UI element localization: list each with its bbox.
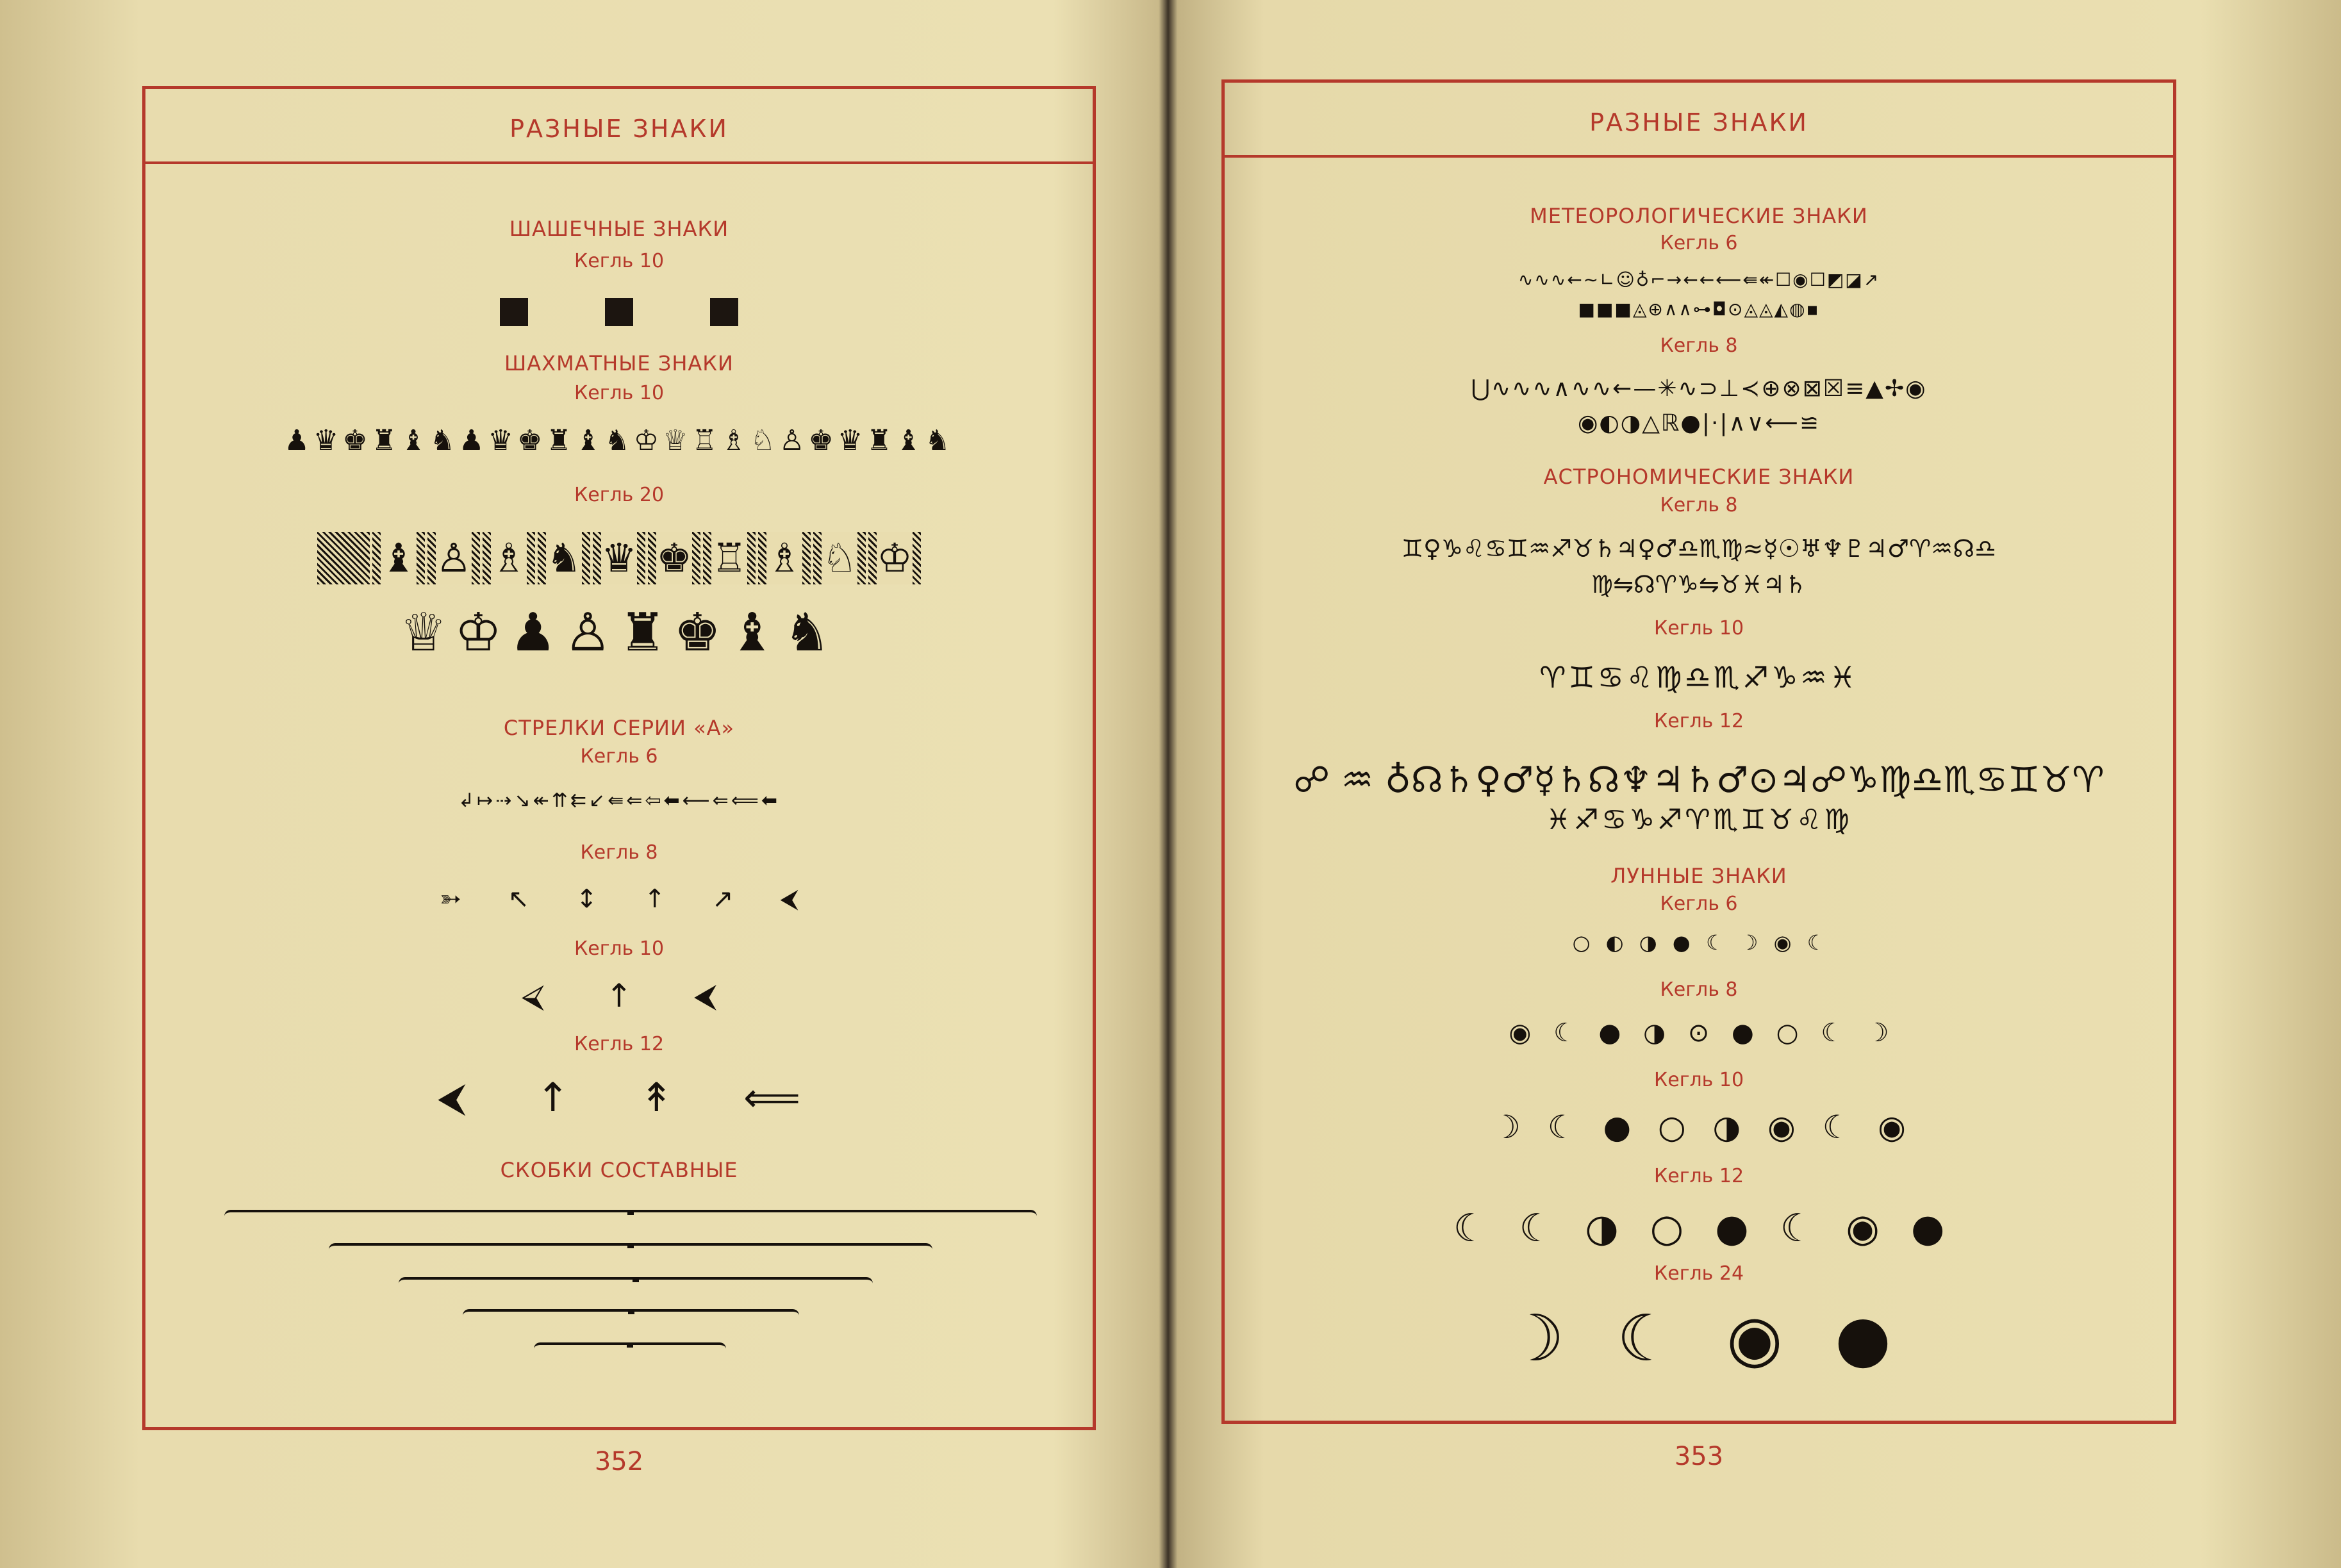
- compound-bracket-3: [399, 1277, 873, 1286]
- checker-title: ШАШЕЧНЫЕ ЗНАКИ: [509, 217, 729, 241]
- meteo-row-6a: ∿∿∿←∼∟☺♁⌐→←←⟵⇚↞☐◉☐◩◪↗: [1518, 269, 1880, 290]
- lunar-size-12: Кегль 12: [1653, 1165, 1744, 1187]
- astro-title: АСТРОНОМИЧЕСКИЕ ЗНАКИ: [1543, 465, 1855, 489]
- left-page-header: [145, 89, 1093, 164]
- arrows-row-10: ⮘ ↑ ⮜: [521, 977, 717, 1014]
- checker-glyphs: [142, 298, 1096, 326]
- astro-row-8a: ♊♀♑♌♋♊♒♐♉♄♃♀♂♎♏♍≈☿☉♅♆♇♃♂♈♒☊♎: [1401, 534, 1997, 563]
- arrows-size-6: Кегль 6: [580, 745, 658, 768]
- left-page: [0, 0, 1160, 1568]
- meteo-row-6b: ■■■◬⊕∧∧⊶◘⊙◬◬◭◍▪: [1578, 299, 1820, 320]
- chess-size-20: Кегль 20: [574, 484, 665, 506]
- astro-row-10: ♈♊♋♌♍♎♏♐♑♒♓: [1539, 660, 1858, 695]
- right-page-header: [1225, 83, 2173, 158]
- arrows-size-10: Кегль 10: [574, 937, 665, 960]
- left-header-title: РАЗНЫЕ ЗНАКИ: [509, 115, 729, 143]
- arrows-size-12: Кегль 12: [574, 1033, 665, 1055]
- arrows-title: СТРЕЛКИ СЕРИИ «А»: [503, 716, 735, 740]
- lunar-size-8: Кегль 8: [1660, 978, 1738, 1001]
- checker-square-icon: [710, 298, 738, 326]
- chess-size-10: Кегль 10: [574, 382, 665, 404]
- left-page-number: 352: [594, 1447, 644, 1476]
- hatched-tile-icon: [317, 532, 370, 584]
- meteo-row-8a: ⋃∿∿∿∧∿∿←—✳∿⊃⊥≺⊕⊗⊠☒≡▲✢◉: [1471, 375, 1927, 402]
- chess-row-10: ♟♛♚♜♝♞♟♛♚♜♝♞♔♕♖♗♘♙♚♛♜♝♞: [284, 424, 954, 457]
- arrows-row-12: ⮜ ↑ ↟ ⟸: [438, 1074, 800, 1121]
- checker-square-icon: [605, 298, 633, 326]
- meteo-size-8: Кегль 8: [1660, 334, 1738, 357]
- astro-size-8: Кегль 8: [1660, 494, 1738, 516]
- astro-row-12b: ♓♐♋♑♐♈♏♊♉♌♍: [1546, 804, 1852, 836]
- meteo-title: МЕТЕОРОЛОГИЧЕСКИЕ ЗНАКИ: [1530, 204, 1868, 228]
- meteo-row-8b: ◉◐◑△ℝ●|·|∧∨⟵≌: [1577, 410, 1821, 436]
- astro-size-12: Кегль 12: [1653, 710, 1744, 732]
- king-tile-icon: ♔: [868, 532, 921, 584]
- knight-tile-icon: ♘: [813, 532, 866, 584]
- arrows-row-8: ➳ ↖ ↕ ↑ ↗ ⮜: [440, 884, 798, 914]
- checker-size: Кегль 10: [574, 250, 665, 272]
- bishop-tile-icon: ♗: [758, 532, 811, 584]
- compound-bracket-5: [534, 1342, 726, 1351]
- lunar-size-10: Кегль 10: [1653, 1069, 1744, 1091]
- lunar-row-8: ◉ ☾ ● ◑ ⊙ ● ○ ☾ ☽: [1509, 1018, 1889, 1048]
- lunar-row-12: ☾ ☾ ◑ ○ ● ☾ ◉ ●: [1453, 1206, 1945, 1251]
- queen-tile-icon: ♛: [593, 532, 645, 584]
- astro-row-8b: ♍⇋☊♈♑⇋♉♓♃♄: [1591, 570, 1807, 598]
- knight-tile-icon: ♞: [538, 532, 590, 584]
- arrows-size-8: Кегль 8: [580, 841, 658, 864]
- chess-row-20-pieces: ♕♔♟♙♜♚♝♞: [399, 602, 839, 663]
- pawn-tile-icon: ♙: [427, 532, 480, 584]
- compound-bracket-1: [224, 1210, 1037, 1219]
- arrows-row-6: ↲↦⇢↘↞⇈⇇↙⇚⇐⇦⬅⟵⇐⟸⬅: [458, 789, 780, 812]
- astro-size-10: Кегль 10: [1653, 617, 1744, 640]
- right-page-number: 353: [1674, 1442, 1724, 1471]
- bishop-tile-icon: ♗: [483, 532, 535, 584]
- rook-tile-icon: ♖: [703, 532, 756, 584]
- king-tile-icon: ♚: [648, 532, 700, 584]
- brackets-title: СКОБКИ СОСТАВНЫЕ: [500, 1158, 738, 1182]
- lunar-row-10: ☽ ☾ ● ○ ◑ ◉ ☾ ◉: [1492, 1109, 1906, 1146]
- chess-title: ШАХМАТНЫЕ ЗНАКИ: [504, 351, 734, 375]
- compound-bracket-4: [463, 1309, 799, 1318]
- lunar-title: ЛУННЫЕ ЗНАКИ: [1610, 864, 1787, 888]
- checker-square-icon: [500, 298, 528, 326]
- right-page: [1160, 0, 2341, 1568]
- right-header-title: РАЗНЫЕ ЗНАКИ: [1589, 108, 1808, 136]
- lunar-size-24: Кегль 24: [1653, 1262, 1744, 1285]
- lunar-row-24: ☽ ☾ ◉ ●: [1507, 1301, 1891, 1376]
- lunar-size-6: Кегль 6: [1660, 893, 1738, 915]
- meteo-size-6: Кегль 6: [1660, 232, 1738, 254]
- lunar-row-6: ○ ◐ ◑ ● ☾ ☽ ◉ ☾: [1572, 930, 1826, 955]
- chess-row-20-tiles: [142, 532, 1096, 584]
- bishop-tile-icon: ♝: [372, 532, 425, 584]
- compound-bracket-2: [329, 1243, 932, 1252]
- astro-row-12a: ☍ ♒ ♁☊♄♀♂☿♄☊♆♃♄♂⊙♃☍♑♍♎♏♋♊♉♈: [1293, 759, 2105, 801]
